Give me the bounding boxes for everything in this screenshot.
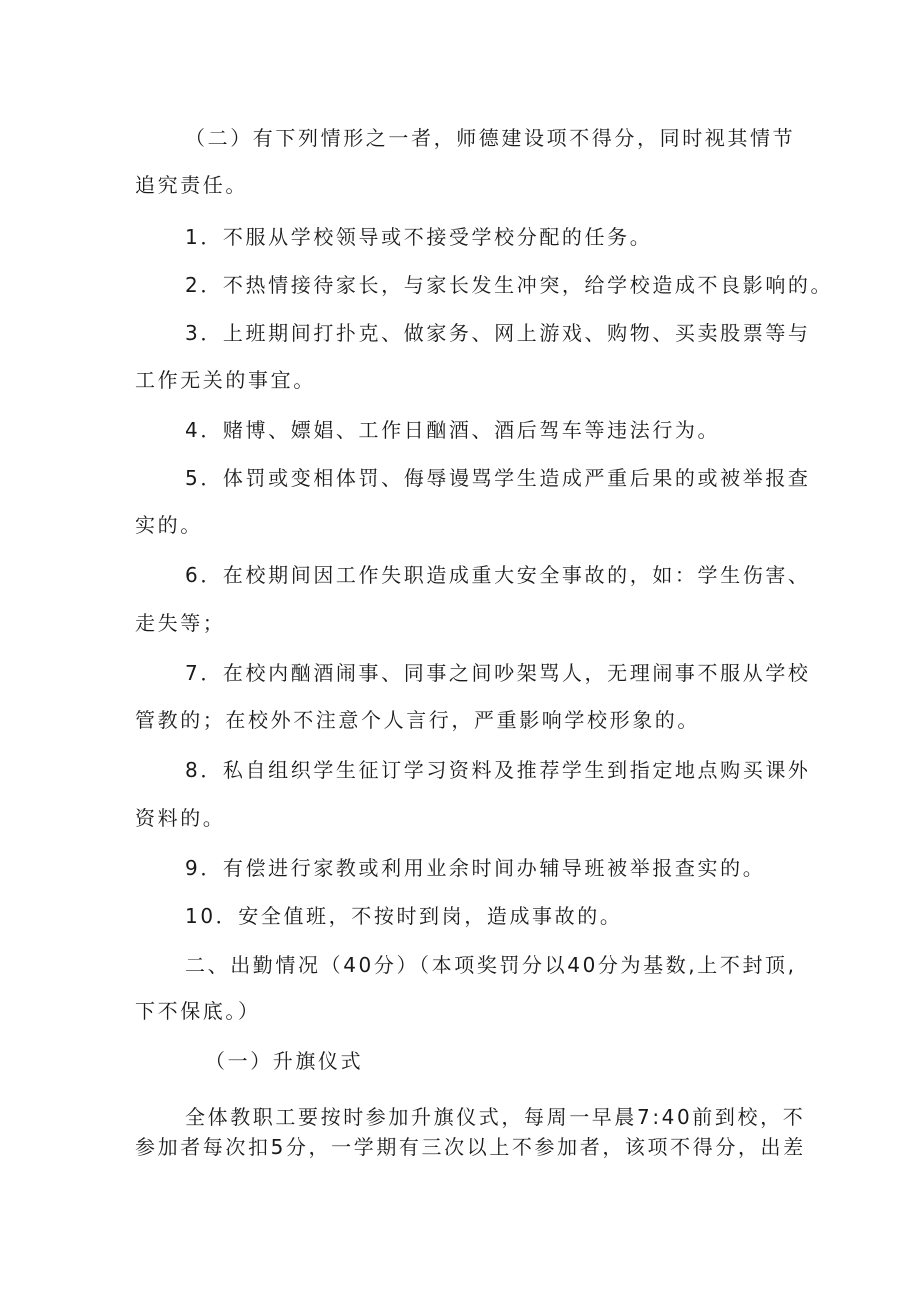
flag-ceremony-paragraph-continued: 参加者每次扣5分，一学期有三次以上不参加者，该项不得分，出差	[135, 1135, 806, 1159]
list-item-6: 6．在校期间因工作失职造成重大安全事故的，如：学生伤害、	[185, 563, 811, 587]
list-item-2: 2．不热情接待家长，与家长发生冲突，给学校造成不良影响的。	[185, 273, 834, 297]
section-two-heading-continued: 追究责任。	[135, 173, 248, 197]
list-item-1: 1．不服从学校领导或不接受学校分配的任务。	[185, 225, 653, 249]
list-item-4: 4．赌博、嫖娼、工作日酗酒、酒后驾车等违法行为。	[185, 418, 721, 442]
section-two-heading: （二）有下列情形之一者，师德建设项不得分，同时视其情节	[185, 126, 796, 150]
list-item-5: 5．体罚或变相体罚、侮辱谩骂学生造成严重后果的或被举报查	[185, 466, 811, 490]
flag-ceremony-heading: （一）升旗仪式	[205, 1049, 364, 1073]
list-item-6-continued: 走失等；	[135, 611, 226, 635]
attendance-heading-continued: 下不保底。）	[135, 999, 261, 1023]
flag-ceremony-paragraph: 全体教职工要按时参加升旗仪式，每周一早晨7:40前到校，不	[185, 1105, 806, 1129]
list-item-7-continued: 管教的；在校外不注意个人言行，严重影响学校形象的。	[135, 708, 700, 732]
list-item-7: 7．在校内酗酒闹事、同事之间吵架骂人，无理闹事不服从学校	[185, 661, 811, 685]
list-item-10: 10．安全值班，不按时到岗，造成事故的。	[185, 904, 623, 928]
list-item-3-continued: 工作无关的事宜。	[135, 368, 316, 392]
list-item-8: 8．私自组织学生征订学习资料及推荐学生到指定地点购买课外	[185, 758, 811, 782]
list-item-8-continued: 资料的。	[135, 806, 226, 830]
attendance-heading: 二、出勤情况（40分）（本项奖罚分以40分为基数,上不封顶,	[185, 953, 797, 977]
list-item-5-continued: 实的。	[135, 513, 203, 537]
list-item-3: 3．上班期间打扑克、做家务、网上游戏、购物、买卖股票等与	[185, 321, 811, 345]
list-item-9: 9．有偿进行家教或利用业余时间办辅导班被举报查实的。	[185, 856, 766, 880]
